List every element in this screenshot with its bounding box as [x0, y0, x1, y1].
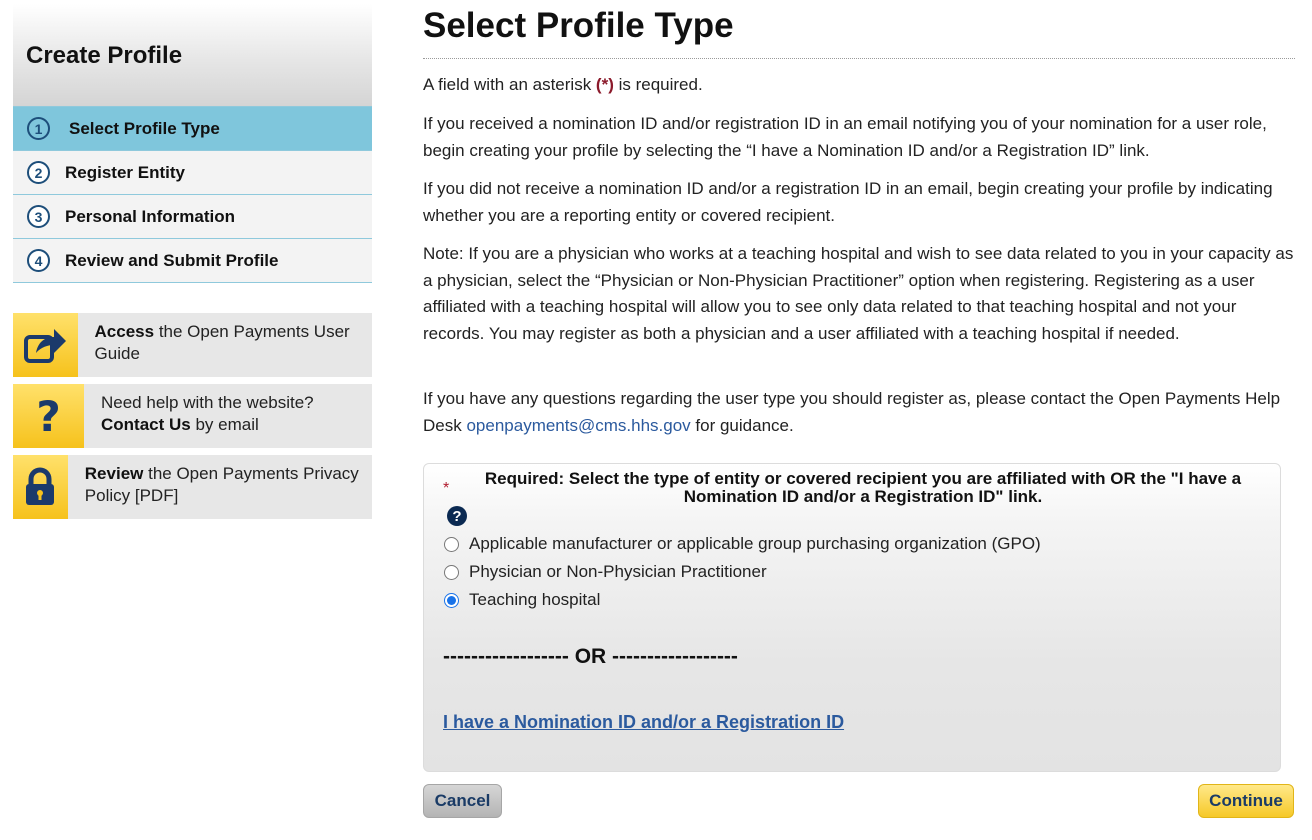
step-label: Review and Submit Profile — [65, 250, 279, 270]
create-profile-header — [13, 4, 372, 107]
lock-icon — [13, 455, 68, 519]
step-review-submit — [13, 238, 372, 283]
privacy-policy-card[interactable] — [13, 455, 372, 519]
user-guide-card[interactable] — [13, 313, 372, 377]
card-bold: Access — [94, 322, 155, 341]
contact-us-card[interactable] — [13, 384, 372, 448]
card-bold: Review — [84, 464, 144, 483]
step-select-profile-type — [13, 106, 372, 151]
intro-paragraph-1: If you received a nomination ID and/or registration ID in an email notifying you of your nomination for a user role, begin creating your profile by selecting the “I have a Nomination ID and/or a Registration ID” link. — [423, 114, 1267, 160]
question-mark-icon: ? — [13, 384, 84, 448]
required-note — [423, 72, 703, 99]
radio-button[interactable] — [444, 537, 459, 552]
help-desk-email-link[interactable]: openpayments@cms.hhs.gov — [466, 415, 691, 435]
radio-button-selected[interactable] — [444, 593, 459, 608]
contact-text-pre: If you have any questions regarding the user type you should register as, please contact the Open Payments Help Desk — [423, 389, 1281, 435]
card-bold: Contact Us — [101, 414, 191, 434]
step-label: Personal Information — [65, 206, 236, 226]
option-label: Teaching hospital — [469, 590, 601, 609]
main-content — [423, 0, 1295, 810]
step-number-icon: 1 — [27, 117, 50, 140]
required-note-pre: A field with an asterisk — [423, 75, 596, 94]
physician-note: Note: If you are a physician who works at a teaching hospital and wish to see data related to you in your capacity as a physician, select the “Physician or Non-Physician Practitioner” option when registering. Registering as a user affiliated with a teaching hospital will allow you to see only data related to that teaching hospital and not your records. You may register as both a physician and a user affiliated with a teaching hospital if needed. — [423, 244, 1294, 343]
page-title: Select Profile Type — [423, 0, 1295, 59]
option-label: Applicable manufacturer or applicable group purchasing organization (GPO) — [469, 534, 1041, 553]
contact-paragraph — [423, 386, 1295, 439]
required-asterisk: * — [443, 480, 450, 497]
step-label: Select Profile Type — [69, 118, 220, 138]
intro-paragraph-2: If you did not receive a nomination ID and/or a registration ID in an email, begin creating your profile by indicating whether you are a reporting entity or covered recipient. — [423, 179, 1273, 225]
option-teaching-hospital[interactable] — [444, 590, 600, 610]
help-circle-icon[interactable]: ? — [447, 506, 467, 526]
card-text: the Open Payments User Guide — [94, 322, 350, 363]
radio-button[interactable] — [444, 565, 459, 580]
step-number-icon: 4 — [27, 249, 50, 272]
share-arrow-icon — [13, 313, 78, 377]
required-asterisk: (*) — [595, 75, 614, 94]
sidebar-title: Create Profile — [26, 42, 183, 69]
sidebar — [13, 4, 372, 505]
required-note-post: is required. — [613, 75, 703, 94]
option-physician[interactable] — [444, 562, 767, 582]
contact-text-post: for guidance. — [690, 415, 794, 435]
continue-button[interactable]: Continue — [1198, 784, 1294, 818]
card-text: by email — [190, 414, 259, 434]
step-personal-information — [13, 194, 372, 239]
card-text-pre: Need help with the website? — [101, 393, 314, 412]
option-manufacturer-gpo[interactable] — [444, 534, 1041, 554]
profile-type-panel — [423, 463, 1281, 772]
or-divider: ------------------ OR ------------------ — [443, 645, 738, 668]
step-number-icon: 2 — [27, 161, 50, 184]
card-text: the Open Payments Privacy Policy [PDF] — [84, 464, 359, 505]
step-list — [13, 106, 372, 283]
profile-type-question: Required: Select the type of entity or covered recipient you are affiliated with OR the "I have a Nomination ID and/or a Registration ID" link. — [484, 469, 1242, 506]
nomination-id-link[interactable]: I have a Nomination ID and/or a Registration ID — [443, 712, 845, 732]
step-number-icon: 3 — [27, 205, 50, 228]
cancel-button[interactable]: Cancel — [423, 784, 502, 818]
step-register-entity — [13, 150, 372, 195]
step-label: Register Entity — [65, 162, 185, 182]
option-label: Physician or Non-Physician Practitioner — [469, 562, 767, 581]
